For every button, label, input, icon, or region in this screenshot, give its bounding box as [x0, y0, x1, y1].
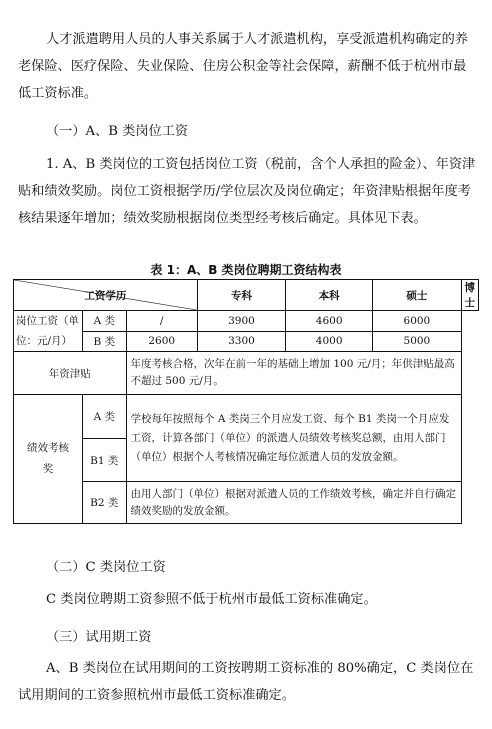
column-header: 硕士	[373, 280, 461, 311]
salary-structure-table	[13, 279, 479, 524]
section1-paragraph: 1. A、B 类岗位的工资包括岗位工资（税前，含个人承担的险金）、年资津贴和绩效奖励。岗位工资根据学历/学位层次及岗位确定；年资津贴根据年度考核结果逐年增加；绩效奖励根据岗位类型经考核后确定。具体见下表。	[18, 157, 476, 226]
column-header: 本科	[286, 280, 373, 311]
table-cell: 5000	[373, 331, 461, 352]
table-cell: 6000	[373, 311, 461, 332]
table-row	[14, 331, 479, 352]
table-row	[14, 482, 479, 524]
table-cell: 2600	[126, 331, 197, 352]
table-cell: 4600	[286, 311, 373, 332]
section3-heading: （三）试用期工资	[46, 630, 152, 645]
intro-paragraph: 人才派遣聘用人员的人事关系属于人才派遣机构，享受派遣机构确定的养老保险、医疗保险、失业保险、住房公积金等社会保障，薪酬不低于杭州市最低工资标准。	[18, 32, 468, 101]
table-row	[14, 311, 479, 332]
table-row	[14, 352, 479, 395]
section1-heading: （一）A、B 类岗位工资	[46, 124, 189, 139]
section2-heading: （二）C 类岗位工资	[46, 560, 166, 575]
table-cell: 4000	[286, 331, 373, 352]
table-cell: /	[126, 311, 197, 332]
bonus-a-label: A 类	[83, 395, 126, 439]
row-a-label: A 类	[83, 311, 126, 332]
bonus-b2-label: B2 类	[83, 482, 126, 524]
section3-paragraph: A、B 类岗位在试用期间的工资按聘期工资标准的 80%确定，C 类岗位在试用期间的工资参照杭州市最低工资标准确定。	[18, 661, 474, 703]
table-caption: 表 1：A、B 类岗位聘期工资结构表	[150, 263, 342, 277]
column-header: 专科	[197, 280, 285, 311]
bonus-b1-label: B1 类	[83, 439, 126, 482]
row-b-label: B 类	[83, 331, 126, 352]
seniority-label: 年资津贴	[14, 352, 127, 395]
section2-paragraph: C 类岗位聘期工资参照不低于杭州市最低工资标准确定。	[46, 592, 377, 607]
bonus-b2-text: 由用人部门（单位）根据对派遣人员的工作绩效考核，确定并自行确定绩效奖励的发放金额。	[126, 482, 461, 524]
seniority-text: 年度考核合格，次年在前一年的基础上增加 100 元/月；年供津贴最高不超过 500 元/月。	[126, 352, 461, 395]
table-row	[14, 395, 479, 439]
corner-label: 工资学历	[84, 290, 127, 302]
bonus-label: 绩效考核奖	[14, 395, 83, 524]
bonus-ab1-text: 学校每年按照每个 A 类岗三个月应发工资、每个 B1 类岗一个月应发工资，计算各部门（单位）的派遣人员绩效考核奖总额，由用人部门（单位）根据个人考核情况确定每位派遣人员的发放金额。	[126, 395, 461, 482]
column-header: 博士	[461, 280, 479, 311]
table-cell: 3900	[197, 311, 285, 332]
table-header-row	[14, 280, 479, 311]
base-salary-label: 岗位工资（单位：元/月）	[14, 311, 83, 352]
table-cell: 3300	[197, 331, 285, 352]
diagonal-header-cell	[14, 280, 198, 311]
